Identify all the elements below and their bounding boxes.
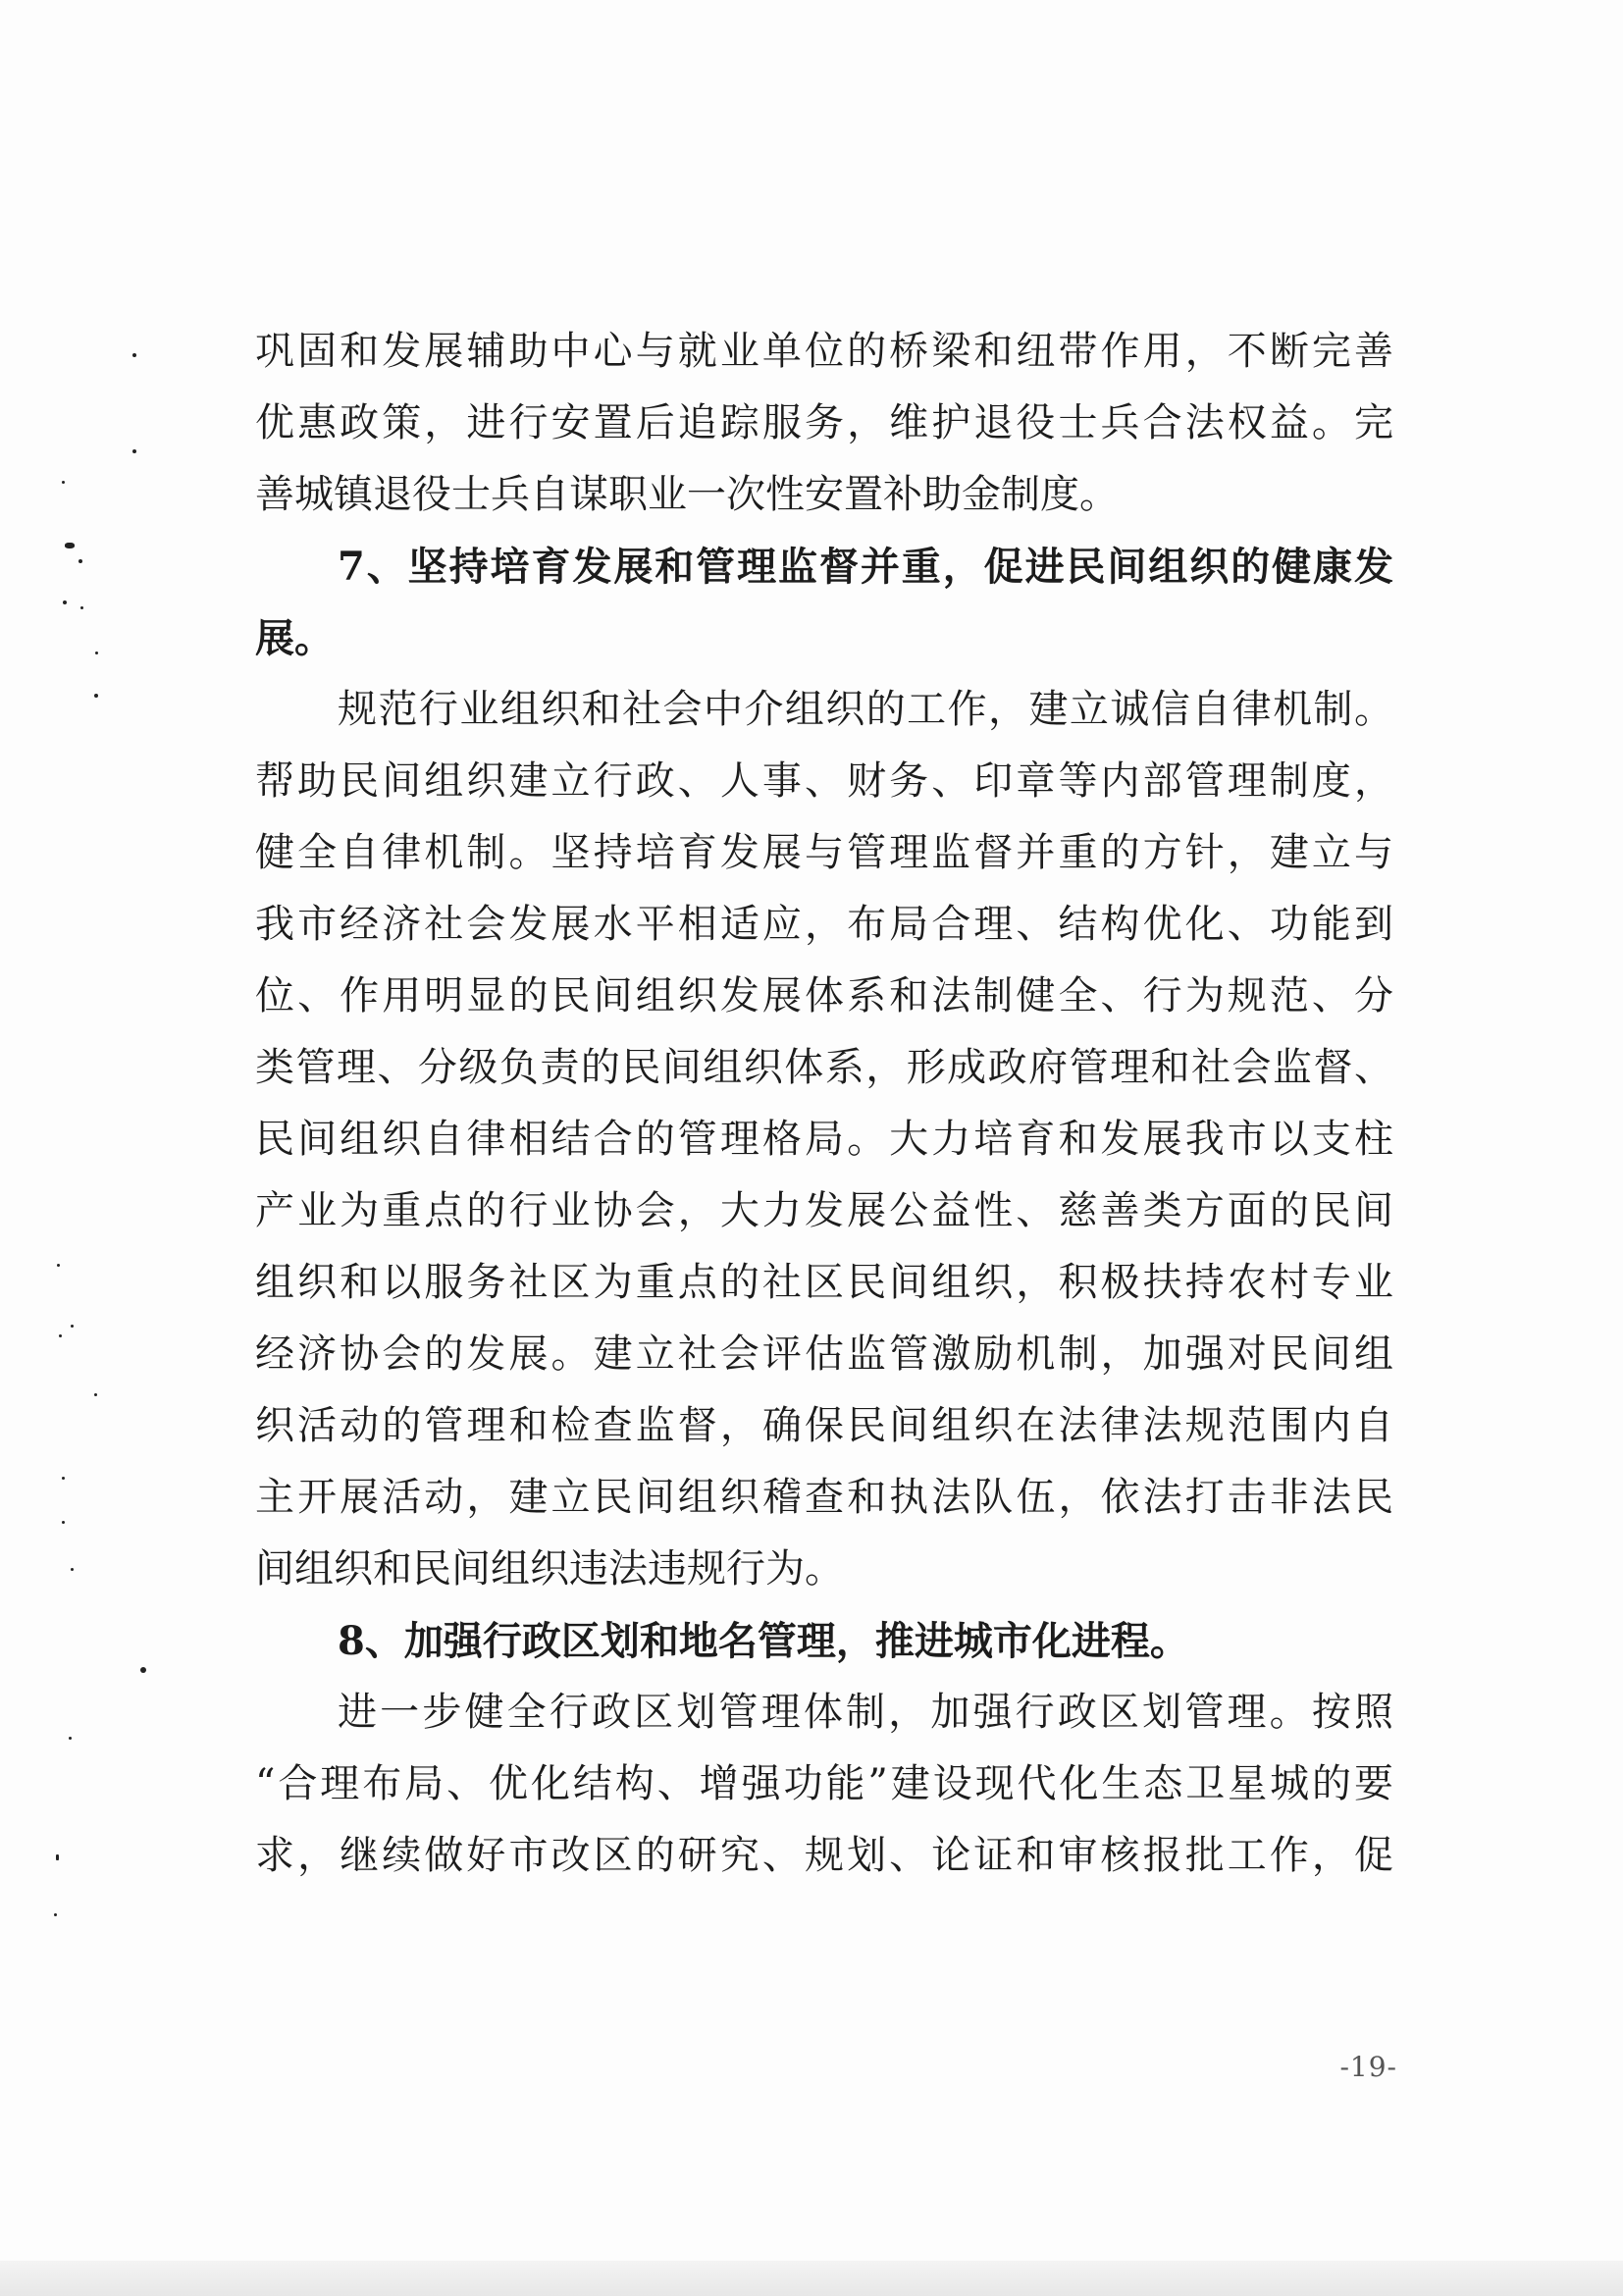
section-heading-7-continued: 展。 [255,615,334,661]
paragraph-line: 求，继续做好市改区的研究、规划、论证和审核报批工作，促 [255,1833,1393,1878]
paragraph-line: 主开展活动，建立民间组织稽查和执法队伍，依法打击非法民 [255,1475,1393,1520]
scan-mark [59,1334,62,1337]
scan-mark [94,694,98,698]
scan-mark [71,1568,74,1571]
paragraph-line: 规范行业组织和社会中介组织的工作，建立诚信自律机制。 [338,687,1393,732]
scan-mark [79,559,82,563]
scan-mark [63,600,67,604]
page-number: -19- [1339,2051,1397,2083]
scan-bottom-edge [0,2261,1623,2296]
paragraph-line: 健全自律机制。坚持培育发展与管理监督并重的方针，建立与 [255,830,1393,875]
paragraph-line: 经济协会的发展。建立社会评估监管激励机制，加强对民间组 [255,1331,1393,1377]
paragraph-line: 间组织和民间组织违法违规行为。 [255,1546,844,1592]
scan-mark [62,481,65,484]
paragraph-line: 类管理、分级负责的民间组织体系，形成政府管理和社会监督、 [255,1045,1393,1090]
scan-mark [56,1854,59,1860]
section-heading-7: 7、坚持培育发展和管理监督并重，促进民间组织的健康发 [338,544,1393,590]
scan-mark [80,606,83,609]
body-text [255,316,1393,1892]
paragraph-line: 巩固和发展辅助中心与就业单位的桥梁和纽带作用，不断完善 [255,329,1393,374]
paragraph-line: 我市经济社会发展水平相适应，布局合理、结构优化、功能到 [255,902,1393,947]
paragraph-line: 组织和以服务社区为重点的社区民间组织，积极扶持农村专业 [255,1260,1393,1305]
paragraph-line: “合理布局、优化结构、增强功能”建设现代化生态卫星城的要 [255,1761,1393,1806]
paragraph-line: 产业为重点的行业协会，大力发展公益性、慈善类方面的民间 [255,1188,1393,1233]
paragraph-line: 善城镇退役士兵自谋职业一次性安置补助金制度。 [255,472,1119,517]
scan-mark [57,1264,60,1267]
scan-mark [95,652,98,654]
paragraph-line: 进一步健全行政区划管理体制，加强行政区划管理。按照 [338,1690,1393,1735]
paragraph-line: 优惠政策，进行安置后追踪服务，维护退役士兵合法权益。完 [255,400,1393,445]
scan-mark [69,1737,72,1740]
scan-mark [132,449,136,453]
paragraph-line: 民间组织自律相结合的管理格局。大力培育和发展我市以支柱 [255,1117,1393,1162]
scan-mark [132,353,136,357]
scan-mark [62,1521,65,1524]
paragraph-line: 帮助民间组织建立行政、人事、财务、印章等内部管理制度， [255,758,1393,804]
section-heading-8: 8、加强行政区划和地名管理，推进城市化进程。 [338,1618,1189,1664]
scan-mark [71,1325,74,1328]
scan-mark [62,1477,65,1480]
scan-mark [65,543,75,548]
scan-mark [54,1913,57,1916]
paragraph-line: 位、作用明显的民间组织发展体系和法制健全、行为规范、分 [255,973,1393,1018]
scan-mark [140,1667,146,1673]
paragraph-line: 织活动的管理和检查监督，确保民间组织在法律法规范围内自 [255,1403,1393,1448]
scan-mark [94,1393,97,1396]
